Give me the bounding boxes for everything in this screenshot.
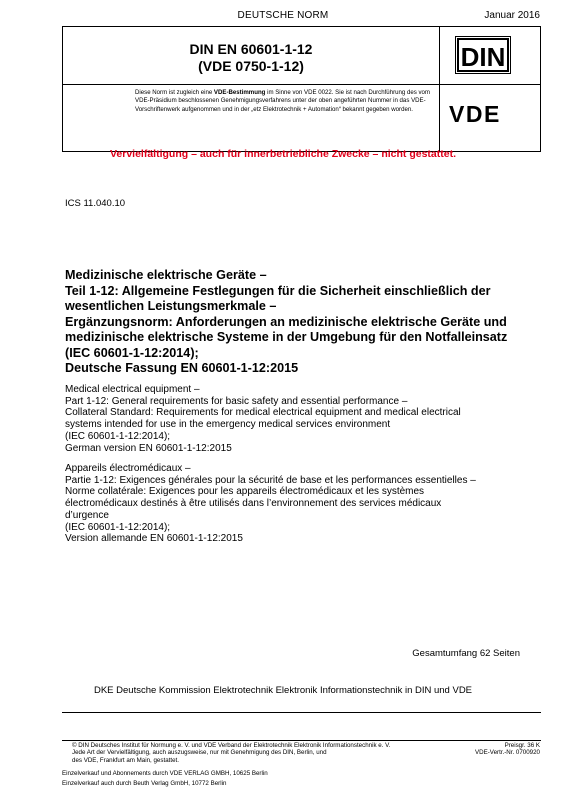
copyright-line: Jede Art der Vervielfältigung, auch auszugsweise, nur mit Genehmigung des DIN, Berlin, und [72, 749, 327, 757]
price-group: Preisgr. 36 K [504, 742, 540, 749]
norm-statement-bold: VDE-Bestimmung [213, 89, 266, 96]
french-title-line: Version allemande EN 60601-1-12:2015 [65, 533, 243, 545]
norm-statement-suffix: im Sinne von VDE 0022. Sie ist nach Durchführung des vom VDE-Präsidium beschlossenen Genehmigungsverfahrens unter der oben angeführten Nummer in das VDE-Vorschriftenwerk aufgenommen und in der „etz Elektrotechnik + Automation“ bekannt gegeben worden. [135, 89, 431, 113]
header-horizontal-divider [63, 84, 540, 85]
french-title-line: Appareils électromédicaux – [65, 463, 191, 474]
english-title-line: German version EN 60601-1-12:2015 [65, 442, 232, 454]
french-title [65, 463, 535, 545]
german-title [65, 268, 535, 377]
french-title-line: (IEC 60601-1-12:2014); [65, 521, 171, 533]
german-title-line: Deutsche Fassung EN 60601-1-12:2015 [65, 361, 299, 375]
dke-statement: DKE Deutsche Kommission Elektrotechnik Elektronik Informationstechnik in DIN und VDE [93, 685, 473, 696]
german-title-line: Ergänzungsnorm: Anforderungen an medizinische elektrische Geräte und [65, 314, 507, 329]
ics-code: ICS 11.040.10 [65, 198, 126, 209]
german-title-line: Medizinische elektrische Geräte – [65, 268, 267, 282]
reproduction-warning: Vervielfältigung – auch für innerbetriebliche Zwecke – nicht gestattet. [109, 148, 456, 160]
din-document-number: DIN EN 60601-1-12 [189, 41, 313, 57]
copyright-line: des VDE, Frankfurt am Main, gestattet. [72, 756, 179, 764]
english-title-line: (IEC 60601-1-12:2014); [65, 430, 171, 442]
german-title-line: wesentlichen Leistungsmerkmale – [65, 299, 277, 313]
vde-order-number: VDE-Vertr.-Nr. 0700920 [475, 749, 540, 757]
header-box [62, 26, 541, 152]
french-title-line: Partie 1-12: Exigences générales pour la sécurité de base et les performances essentielles – [65, 474, 476, 486]
german-title-line: (IEC 60601-1-12:2014); [65, 345, 199, 360]
english-title [65, 384, 535, 454]
price-info [475, 742, 540, 757]
german-title-line: medizinische elektrische Systeme in der Umgebung für den Notfalleinsatz [65, 330, 508, 344]
sales-info-vde: Einzelverkauf und Abonnements durch VDE VERLAG GMBH, 10625 Berlin [62, 770, 268, 777]
vde-document-number: (VDE 0750-1-12) [198, 58, 304, 74]
copyright-line: © DIN Deutsches Institut für Normung e. V. und VDE Verband der Elektrotechnik Elektronik Informationstechnik e. V. [72, 742, 391, 749]
vde-norm-statement [135, 89, 435, 114]
english-title-line: Medical electrical equipment – [65, 384, 200, 395]
norm-statement-prefix: Diese Norm ist zugleich eine [135, 89, 214, 96]
header-vertical-divider [439, 27, 440, 151]
french-title-line: d’urgence [65, 509, 109, 521]
english-title-line: Part 1-12: General requirements for basic safety and essential performance – [65, 395, 408, 407]
copyright-notice [72, 742, 391, 764]
sales-info-beuth: Einzelverkauf auch durch Beuth Verlag GmbH, 10772 Berlin [62, 780, 227, 787]
document-number-block [63, 41, 439, 75]
french-title-line: électromédicaux destinés à être utilisés dans l’environnement des services médicaux [65, 498, 442, 510]
english-title-line: systems intended for use in the emergency medical services environment [65, 419, 391, 431]
din-logo [455, 36, 511, 74]
french-title-line: Norme collatérale: Exigences pour les appareils électromédicaux et les systèmes [65, 486, 425, 498]
english-title-line: Collateral Standard: Requirements for medical electrical equipment and medical electrical [65, 407, 461, 419]
din-logo-text: DIN [460, 42, 506, 72]
publication-date: Januar 2016 [484, 10, 540, 21]
total-pages: Gesamtumfang 62 Seiten [412, 648, 520, 659]
german-title-line: Teil 1-12: Allgemeine Festlegungen für die Sicherheit einschließlich der [65, 283, 491, 298]
vde-logo: VDE [449, 101, 501, 127]
bottom-divider [62, 712, 541, 713]
standard-type-label: DEUTSCHE NORM [237, 10, 329, 21]
